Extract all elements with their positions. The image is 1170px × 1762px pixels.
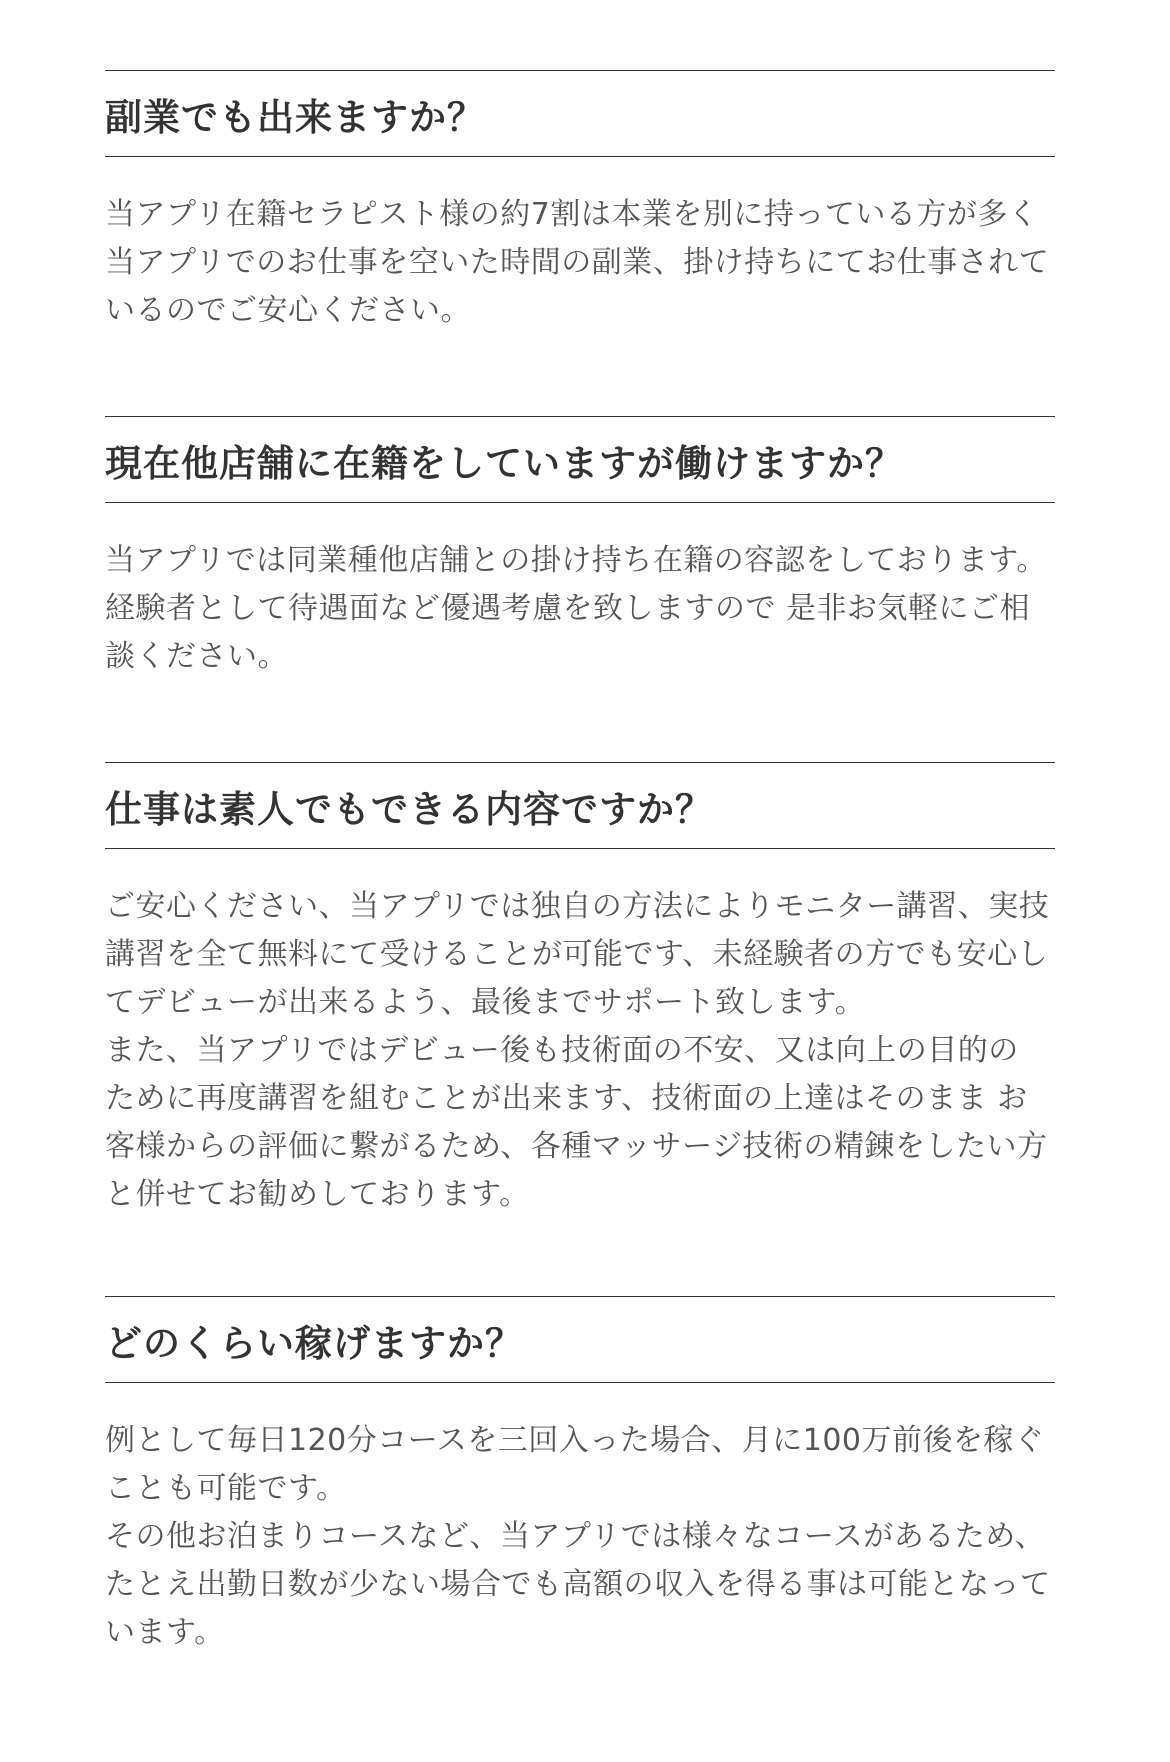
faq-answer xyxy=(105,191,1055,335)
faq-answer-paragraph: また、当アプリではデビュー後も技術面の不安、又は向上の目的の ために再度講習を組むことが出来ます、技術面の上達はそのまま お客様からの評価に繋がるため、各種マッサージ技術の精錬をしたい方 と併せてお勧めしております。 xyxy=(105,1033,1048,1212)
faq-answer-paragraph: 例として毎日120分コースを三回入った場合、月に100万前後を稼ぐことも可能です。 xyxy=(105,1423,1045,1506)
faq-question: どのくらい稼げますか？ xyxy=(105,1296,1055,1383)
faq-question: 現在他店舗に在籍をしていますが働けますか？ xyxy=(105,416,1055,503)
faq-answer-paragraph: 当アプリでは同業種他店舗との掛け持ち在籍の容認をしております。 経験者として待遇面など優遇考慮を致しますので 是非お気軽にご相談ください。 xyxy=(105,543,1047,674)
faq-item-beginner xyxy=(105,762,1055,1296)
faq-answer xyxy=(105,537,1055,681)
faq-answer xyxy=(105,1417,1055,1657)
faq-item-other-store xyxy=(105,416,1055,762)
faq-answer-paragraph: ご安心ください、当アプリでは独自の方法によりモニター講習、実技講習を全て無料にて受けることが可能です、未経験者の方でも安心してデビューが出来るよう、最後までサポート致します。 xyxy=(105,889,1050,1020)
faq-answer-paragraph: その他お泊まりコースなど、当アプリでは様々なコースがあるため、 たとえ出勤日数が少ない場合でも高額の収入を得る事は可能となっています。 xyxy=(105,1519,1051,1650)
faq-answer-paragraph: 当アプリ在籍セラピスト様の約7割は本業を別に持っている方が多く当アプリでのお仕事を空いた時間の副業、掛け持ちにてお仕事されているのでご安心ください。 xyxy=(105,197,1050,328)
faq-list xyxy=(105,70,1055,1696)
faq-question: 副業でも出来ますか？ xyxy=(105,70,1055,157)
faq-item-side-job xyxy=(105,70,1055,416)
faq-item-earnings xyxy=(105,1296,1055,1696)
faq-question: 仕事は素人でもできる内容ですか？ xyxy=(105,762,1055,849)
faq-answer xyxy=(105,883,1055,1219)
